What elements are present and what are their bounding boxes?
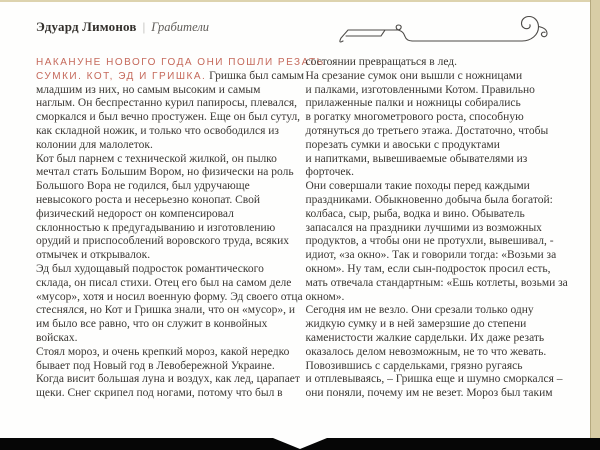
text-line [36,97,298,111]
text-line [306,166,568,180]
text-line [306,125,568,139]
text-line [36,263,298,277]
text-line [36,318,298,332]
book-title: Грабители [151,20,210,34]
text-line [306,235,568,249]
lead-caps-text: НАКАНУНЕ НОВОГО ГОДА ОНИ ПОШЛИ РЕЗАТЬ [36,57,325,68]
text-line [36,360,298,374]
body-text: состоянии превращаться в лед. [305,56,457,68]
body-text: На срезание сумок они вышли с ножницами [305,69,523,82]
body-text: как складной ножик, и только что освободился из [36,124,279,137]
body-text: прилаженные палки и ножницы собирались [305,97,521,110]
body-text: Большого Вора не годился, был удручающе [36,180,250,193]
text-line [306,70,568,84]
text-column-right [306,56,568,401]
body-text: окном». [305,290,345,303]
body-text: продуктов, а чтобы они не протухли, вывешивал, - [305,235,554,248]
text-line [36,208,298,222]
text-line [306,153,568,167]
body-text: отмычек и открывалок. [36,249,151,262]
body-text: Стоял мороз, и очень крепкий мороз, какой нередко [36,345,290,358]
text-line [36,235,298,249]
text-line [306,332,568,346]
body-text: невысокого роста и несерьезно конопат. Свой [36,193,261,206]
body-text: каменистости жалкие сардельки. Их даже резать [305,331,545,344]
body-text: Гришка был самым [206,69,305,82]
body-text: мечтал стать Большим Вором, но физически на роль [36,166,294,179]
text-line [36,277,298,291]
body-text: они поняли, почему им не везет. Мороз был таким [305,387,553,400]
reading-area [36,56,567,401]
book-header [36,19,209,35]
body-text: форточек. [305,166,354,179]
text-line [306,194,568,208]
text-line [36,387,298,401]
body-text: порезать сумки и авоськи с продуктами [305,138,500,151]
body-text: бывает под Новый год в Левобережной Украине. [36,359,275,372]
text-line [306,277,568,291]
body-text: щеки. Снег скрипел под ногами, потому что был в [36,387,283,400]
text-line [36,304,298,318]
text-line [36,125,298,139]
page-top-edge [0,0,600,2]
text-line [36,139,298,153]
body-text: склада, он писал стихи. Отец его был на самом деле [36,276,292,289]
author-name: Эдуард Лимонов [36,19,137,34]
body-text: в рогатку многометрового роста, способную [305,111,524,124]
text-line [36,194,298,208]
body-text: мать отвечала стандартным: «Ешь котлеты, возьми за [305,276,568,289]
body-text: Сегодня им не везло. Они срезали только одну [305,304,534,317]
text-line [36,166,298,180]
pull-up-notch-icon [273,438,327,449]
body-text: колбаса, сыр, рыба, водка и вино. Обыватель [305,207,525,220]
body-text: «мусор», хотя и носил военную форму. Эд своего отца [36,290,303,303]
body-text: запасался на праздники лучшими из возможных [305,221,542,234]
header-separator: | [142,19,146,34]
body-text: Повозившись с сардельками, грязно ругаясь [305,359,523,372]
body-text: стеснялся, но Кот и Гришка знали, что он «мусор», и [36,304,296,317]
body-text: Эд был худощавый подросток романтического [36,262,264,275]
text-line [306,249,568,263]
text-line [36,153,298,167]
text-line [306,139,568,153]
text-line [36,84,298,98]
text-line [36,56,325,70]
body-text: орудий и приспособлений воровского труда, всяких [36,235,290,248]
text-line [306,304,568,318]
lead-caps-text: СУМКИ. КОТ, ЭД И ГРИШКА. [36,70,207,82]
text-line [36,180,298,194]
text-line [306,263,568,277]
text-line [306,56,568,70]
body-text: колонии для малолеток. [36,138,153,151]
text-line [306,208,568,222]
page-right-edge-strip [590,0,600,438]
text-line [36,346,298,360]
text-line [36,290,303,305]
body-text: младшим из них, но самым высоким и самым [36,83,261,96]
text-line [306,346,568,360]
body-text: жидкую сумку и в ней замерзшие до степени [305,318,527,331]
text-line [306,291,568,305]
body-text: склонностью к предугадыванию и изготовлению [36,221,276,234]
text-line [36,222,298,236]
body-text: и напитками, вывешиваемые обывателями из [305,152,528,165]
text-line [36,373,298,387]
body-text: физический недорост он компенсировал [36,207,234,220]
text-line [36,69,305,84]
body-text: идиот, «за окно». Так и говорили тогда: «Возьми за [305,249,557,262]
text-line [306,318,568,332]
text-line [306,360,568,374]
text-line [36,332,298,346]
body-text: окном». Ну там, если сын-подросток просил есть, [305,262,551,275]
bottom-bar[interactable] [0,438,600,450]
text-line [306,84,568,98]
text-line [36,249,298,263]
body-text: войсках. [36,331,78,344]
text-line [306,387,568,401]
body-text: им было все равно, что он служит в конвойных [36,318,268,331]
text-line [306,222,568,236]
body-text: сморкался и был вечно простужен. Еще он был сутул, [36,111,301,124]
body-text: и палками, изготовленными Котом. Правильно [305,83,535,96]
body-text: Они совершали такие походы перед каждыми [305,180,530,193]
body-text: и отплевываясь, – Гришка еще и шумно сморкался – [305,373,563,386]
body-text: праздниками. Обыкновенно добыча была богатой: [305,193,553,206]
body-text: Кот был парнем с технической жилкой, он пылко [36,152,277,165]
body-text: Когда висит большая луна и воздух, как лед, царапает [36,373,300,386]
body-text: оказалось делом невозможным, не то что жевать. [305,345,547,358]
body-text: дотянуться до третьего этажа. Достаточно, чтобы [305,124,549,137]
text-line [306,180,568,194]
flourish-ornament-icon [330,13,548,49]
text-line [306,373,568,387]
body-text: наглым. Он беспрестанно курил папиросы, плевался, [36,97,297,110]
text-line [306,97,568,111]
text-line [36,111,301,125]
text-line [306,111,568,125]
